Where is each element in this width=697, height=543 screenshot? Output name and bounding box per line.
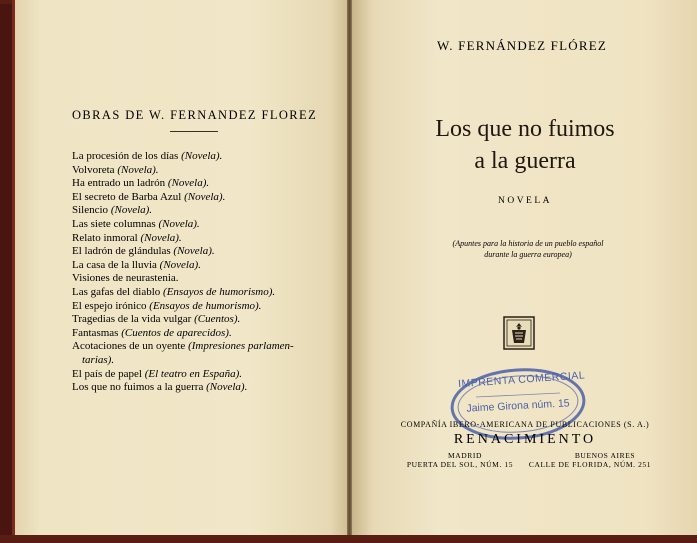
work-genre: (Novela). — [158, 217, 200, 230]
work-title: Relato inmoral — [72, 231, 138, 244]
work-title: Los que no fuimos a la guerra — [72, 381, 204, 394]
list-item — [72, 381, 332, 395]
list-item — [72, 313, 332, 327]
work-genre: (Novela). — [184, 190, 226, 203]
work-genre: (Cuentos de aparecidos). — [121, 326, 232, 339]
work-genre: (Novela). — [117, 163, 159, 176]
work-genre: (Novela). — [173, 245, 215, 258]
list-item — [72, 245, 332, 259]
genre-label: NOVELA — [497, 196, 553, 206]
address-madrid: PUERTA DEL SOL, NÚM. 15 — [406, 460, 514, 469]
work-title: La casa de la lluvia — [72, 258, 157, 271]
subtitle-line-1: (Apuntes para la historia de un pueblo español — [452, 239, 604, 248]
work-genre: (Ensayos de humorismo). — [163, 285, 276, 298]
city-madrid: MADRID — [447, 451, 483, 460]
city-buenos-aires: BUENOS AIRES — [574, 451, 636, 460]
list-item — [72, 272, 332, 286]
binding-edge-bottom — [0, 535, 697, 543]
address-buenos-aires: CALLE DE FLORIDA, NÚM. 251 — [528, 460, 652, 469]
list-item — [72, 218, 332, 232]
list-item — [72, 259, 332, 273]
work-genre: (Novela). — [140, 231, 182, 244]
work-genre: (El teatro en España). — [144, 367, 243, 380]
work-genre: (Novela). — [159, 258, 201, 271]
work-genre: (Novela). — [206, 381, 248, 394]
subtitle — [412, 238, 644, 260]
list-item — [72, 232, 332, 246]
work-title: El secreto de Barba Azul — [72, 190, 182, 203]
work-genre: (Cuentos). — [194, 313, 241, 326]
work-title: Ha entrado un ladrón — [72, 177, 166, 190]
work-genre: (Novela). — [110, 204, 153, 217]
work-title: Acotaciones de un oyente — [72, 340, 186, 353]
list-item — [72, 340, 332, 354]
publisher-emblem-icon — [503, 316, 535, 350]
work-genre: tarias). — [82, 353, 115, 366]
work-title: Las siete columnas — [72, 217, 156, 230]
work-title: Visiones de neurastenia. — [72, 272, 179, 285]
book-title-line-1: Los que no fuimos — [435, 116, 615, 142]
list-item — [72, 150, 332, 164]
author-name: W. FERNÁNDEZ FLÓREZ — [436, 38, 607, 53]
imprint-name: RENACIMIENTO — [453, 432, 597, 447]
subtitle-line-2: durante la guerra europea) — [484, 250, 572, 259]
work-genre: (Novela). — [167, 177, 210, 190]
work-title: Silencio — [72, 204, 109, 217]
work-genre: (Ensayos de humorismo). — [149, 299, 262, 312]
list-item — [72, 354, 332, 368]
list-item — [72, 300, 332, 314]
list-item — [72, 368, 332, 382]
list-item — [72, 204, 332, 218]
book-title-line-2: a la guerra — [474, 148, 576, 174]
works-heading: OBRAS DE W. FERNANDEZ FLOREZ — [72, 108, 318, 122]
list-item — [72, 286, 332, 300]
list-item — [72, 164, 332, 178]
work-title: El país de papel — [72, 367, 142, 380]
work-title: La procesión de los días — [72, 150, 179, 162]
work-title: Volvoreta — [72, 163, 115, 176]
stamp-text-1: IMPRENTA COMERCIAL — [457, 369, 586, 391]
list-item — [72, 327, 332, 341]
work-title: El espejo irónico — [72, 299, 147, 312]
list-item — [72, 177, 332, 191]
work-title: Tragedias de la vida vulgar — [72, 313, 192, 326]
work-title: Fantasmas — [72, 326, 119, 339]
heading-rule — [170, 131, 218, 132]
work-title: El ladrón de glándulas — [72, 245, 171, 258]
work-genre: (Novela). — [181, 150, 223, 162]
works-list — [72, 150, 332, 395]
work-title: Las gafas del diablo — [72, 285, 161, 298]
book-title — [400, 113, 650, 177]
list-item — [72, 191, 332, 205]
publisher-name: COMPAÑÍA IBERO-AMERICANA DE PUBLICACIONES (S. A.) — [400, 420, 650, 429]
stamp-text-2: Jaime Girona núm. 15 — [466, 397, 570, 415]
work-genre: (Impresiones parlamen- — [188, 340, 294, 353]
